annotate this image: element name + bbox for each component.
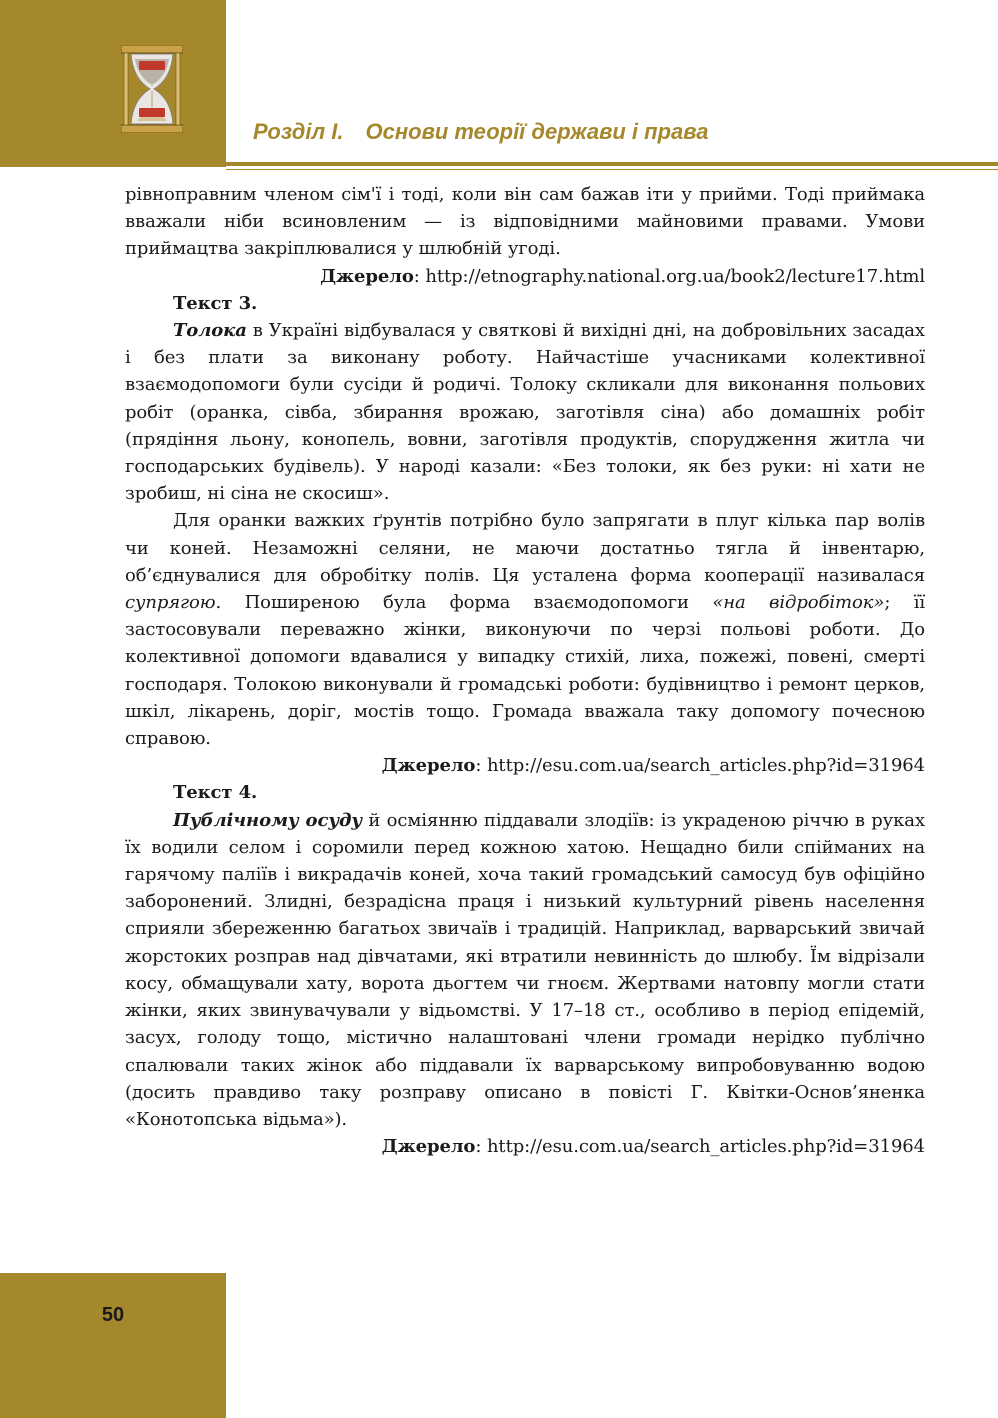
- source-url: http://esu.com.ua/search_articles.php?id=31964: [486, 755, 925, 777]
- section-label: Розділ І.: [253, 119, 344, 144]
- source-label: Джерело: [381, 1136, 476, 1158]
- source-citation-2: Джерело: http://esu.com.ua/search_articles.php?id=31964: [381, 755, 925, 777]
- paragraph-text: ; її застосовували переважно жінки, виконуючи по черзі польові роботи. До колективної допомоги вдавалися у випадку стихій, лиха, пожежі, повені, смерті господаря. Толокою виконували й громадські роботи: будівництво і ремонт церков, шкіл, лікарень, доріг, мостів тощо. Громада вважала таку допомогу почесною справою.: [125, 592, 926, 750]
- source-label: Джерело: [320, 265, 414, 287]
- source-url: http://esu.com.ua/search_articles.php?id=31964: [486, 1136, 925, 1158]
- text-3-paragraph-2: [125, 507, 925, 752]
- term-public-condemnation: Публічному осуду: [173, 809, 363, 831]
- header-divider: [226, 162, 998, 166]
- hourglass-emblem-icon: [121, 45, 183, 133]
- paragraph-text: в Україні відбувалася у святкові й вихідні дні, на добровільних засадах і без плати за виконану роботу. Найчастіше учасниками колективної взаємодопомоги були сусіди й родичі. Толоку скликали для виконання польових робіт (оранка, сівба, збирання врожаю, заготівля сіна) або домашніх робіт (прядіння льону, конопель, вовни, заготівля продуктів, спорудження житла чи господарських будівель). У народі казали: «Без толоки, як без руки: ні хати не зробиш, ні сіна не скосиш».: [125, 320, 925, 505]
- intro-paragraph: рівноправним членом сім'ї і тоді, коли він сам бажав іти у прийми. Тоді приймака вважали ніби всиновленим — із відповідними майновими правами. Умови приймацтва закріплювалися у шлюбній угоді.: [125, 184, 925, 260]
- term-na-vidrobitok: «на відробіток»: [712, 592, 885, 614]
- header-divider-thin: [226, 169, 998, 170]
- paragraph-text: й осміянню піддавали злодіїв: із украденою річчю в руках їх водили селом і соромили перед кожною хатою. Нещадно били спійманих на гарячому паліїв і викрадачів коней, хоча такий громадський самосуд був офіційно заборонений. Злидні, безрадісна праця і низький культурний рівень населення сприяли збереженню багатьох звичаїв і традицій. Наприклад, варварський звичай жорстоких розправ над дівчатами, які втратили невинність до шлюбу. Їм відрізали косу, обмащували хату, ворота дьогтем чи гноєм. Жертвами натовпу могли стати жінки, яких звинувачували у відьомстві. У 17–18 ст., особливо в період епідемій, засух, голоду тощо, містично налаштовані члени громади нерідко публічно спалювали таких жінок або піддавали їх варварському випробовуванню водою (досить правдиво таку розправу описано в повісті Г. Квітки-Основ’яненка «Конотопська відьма»).: [125, 809, 925, 1130]
- text-4-paragraph-1: [125, 807, 925, 1133]
- paragraph-text: Для оранки важких ґрунтів потрібно було запрягати в плуг кілька пар волів чи коней. Незаможні селяни, не маючи достатньо тягла й інвентарю, об’єднувалися для обробітку полів. Ця усталена форма кооперації називалася: [125, 510, 925, 586]
- source-citation-3: Джерело: http://esu.com.ua/search_articles.php?id=31964: [381, 1136, 925, 1158]
- text-3-heading: Текст 3.: [173, 292, 258, 314]
- term-toloka: Толока: [173, 320, 247, 342]
- source-label: Джерело: [381, 755, 476, 777]
- page-number: 50: [101, 1304, 125, 1326]
- term-supryaha: супрягою: [125, 592, 216, 614]
- source-citation-1: Джерело: http://etnography.national.org.ua/book2/lecture17.html: [320, 265, 925, 287]
- header-sidebar-block: [0, 0, 226, 167]
- text-4-heading: Текст 4.: [173, 782, 258, 804]
- chapter-name: Основи теорії держави і права: [365, 119, 709, 144]
- text-3-paragraph-1: [125, 317, 925, 507]
- chapter-header: [253, 119, 709, 145]
- source-url: http://etnography.national.org.ua/book2/lecture17.html: [425, 265, 925, 287]
- page-body: [125, 181, 925, 1160]
- paragraph-text: . Поширеною була форма взаємодопомоги: [215, 592, 713, 614]
- footer-sidebar-block: [0, 1273, 226, 1418]
